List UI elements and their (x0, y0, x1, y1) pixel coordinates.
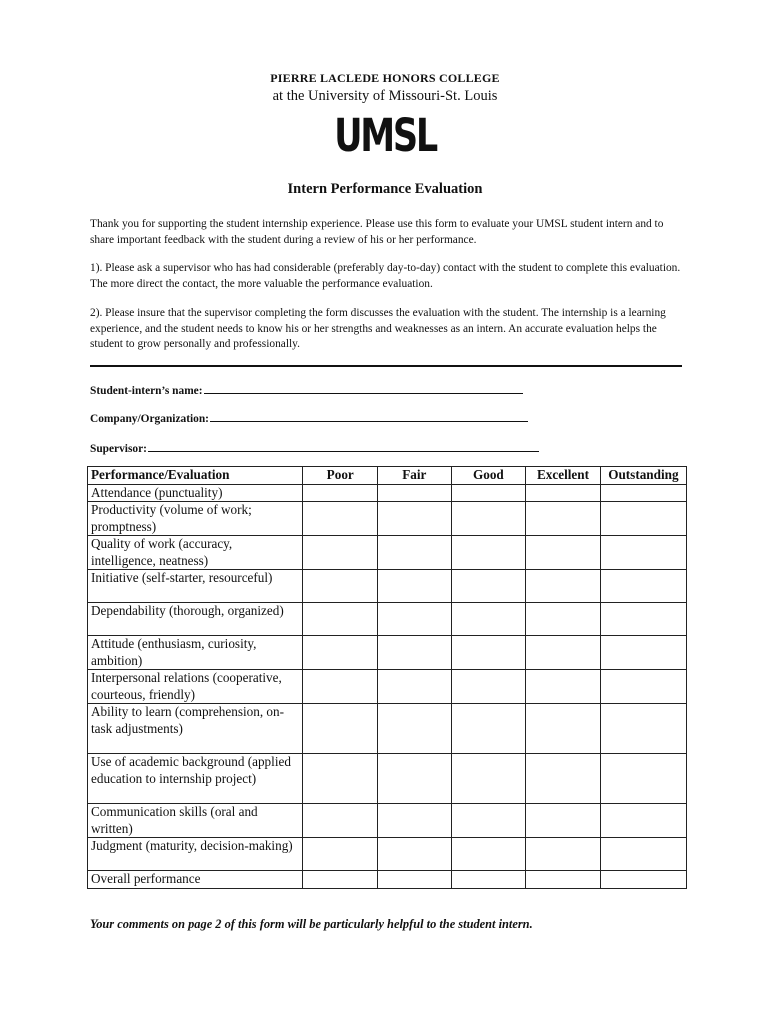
rating-cell-fair[interactable] (378, 502, 452, 536)
table-row (88, 603, 687, 636)
rating-cell-fair[interactable] (378, 603, 452, 636)
criterion-label: Ability to learn (comprehension, on-task adjustments) (88, 704, 303, 754)
student-name-label: Student-intern’s name: (90, 385, 203, 397)
student-name-field[interactable] (90, 382, 523, 397)
table-row (88, 670, 687, 704)
company-field[interactable] (90, 410, 528, 425)
table-row (88, 536, 687, 570)
header-fair: Fair (378, 467, 452, 485)
rating-cell-fair[interactable] (378, 636, 452, 670)
rating-cell-good[interactable] (451, 704, 526, 754)
university-name: at the University of Missouri-St. Louis (272, 88, 498, 104)
table-row (88, 754, 687, 804)
rating-cell-good[interactable] (451, 570, 526, 603)
college-name: PIERRE LACLEDE HONORS COLLEGE (270, 71, 500, 85)
table-row (88, 636, 687, 670)
rating-cell-excellent[interactable] (526, 570, 601, 603)
rating-cell-good[interactable] (451, 754, 526, 804)
rating-cell-poor[interactable] (303, 804, 378, 838)
criterion-label: Attitude (enthusiasm, curiosity, ambition) (88, 636, 303, 670)
rating-cell-good[interactable] (451, 670, 526, 704)
header-poor: Poor (303, 467, 378, 485)
company-line[interactable] (210, 410, 528, 422)
rating-cell-good[interactable] (451, 603, 526, 636)
rating-cell-fair[interactable] (378, 754, 452, 804)
rating-cell-excellent[interactable] (526, 484, 601, 502)
rating-cell-fair[interactable] (378, 704, 452, 754)
rating-cell-poor[interactable] (303, 754, 378, 804)
rating-cell-excellent[interactable] (526, 804, 601, 838)
rating-cell-outstanding[interactable] (600, 536, 686, 570)
rating-cell-outstanding[interactable] (600, 603, 686, 636)
header-criteria: Performance/Evaluation (88, 467, 303, 485)
criterion-label: Overall performance (88, 871, 303, 889)
footer-note: Your comments on page 2 of this form will be particularly helpful to the student intern. (90, 917, 533, 931)
rating-cell-outstanding[interactable] (600, 704, 686, 754)
rating-cell-excellent[interactable] (526, 704, 601, 754)
rating-cell-outstanding[interactable] (600, 754, 686, 804)
rating-cell-poor[interactable] (303, 704, 378, 754)
rating-cell-outstanding[interactable] (600, 484, 686, 502)
supervisor-line[interactable] (148, 440, 539, 452)
rating-cell-fair[interactable] (378, 484, 452, 502)
supervisor-field[interactable] (90, 440, 539, 455)
rating-cell-good[interactable] (451, 484, 526, 502)
rating-cell-outstanding[interactable] (600, 636, 686, 670)
rating-cell-excellent[interactable] (526, 838, 601, 871)
rating-cell-excellent[interactable] (526, 754, 601, 804)
rating-cell-fair[interactable] (378, 570, 452, 603)
table-row (88, 502, 687, 536)
rating-cell-outstanding[interactable] (600, 502, 686, 536)
instruction-2: 2). Please insure that the supervisor completing the form discusses the evaluation with the student. The internship is a learning experience, and the student needs to know his or her strengths and weaknesses as an intern. An accurate evaluation helps the student to grow personally and professionally. (90, 307, 666, 350)
header-good: Good (451, 467, 526, 485)
rating-cell-outstanding[interactable] (600, 871, 686, 889)
umsl-logo: UMSL (334, 109, 436, 162)
table-row (88, 570, 687, 603)
evaluation-table (87, 466, 687, 889)
rating-cell-poor[interactable] (303, 536, 378, 570)
rating-cell-outstanding[interactable] (600, 570, 686, 603)
table-row (88, 804, 687, 838)
rating-cell-fair[interactable] (378, 670, 452, 704)
rating-cell-fair[interactable] (378, 804, 452, 838)
section-divider (90, 365, 682, 367)
student-name-line[interactable] (204, 382, 523, 394)
intro-paragraph: Thank you for supporting the student internship experience. Please use this form to evaluate your UMSL student intern and to share important feedback with the student during a review of his or her performance. (90, 218, 664, 246)
table-header-row (88, 467, 687, 485)
rating-cell-good[interactable] (451, 536, 526, 570)
criterion-label: Use of academic background (applied education to internship project) (88, 754, 303, 804)
supervisor-label: Supervisor: (90, 443, 147, 455)
rating-cell-poor[interactable] (303, 670, 378, 704)
criterion-label: Judgment (maturity, decision-making) (88, 838, 303, 871)
rating-cell-poor[interactable] (303, 838, 378, 871)
rating-cell-outstanding[interactable] (600, 838, 686, 871)
rating-cell-excellent[interactable] (526, 871, 601, 889)
table-row (88, 871, 687, 889)
criterion-label: Dependability (thorough, organized) (88, 603, 303, 636)
form-title: Intern Performance Evaluation (287, 181, 483, 197)
criterion-label: Quality of work (accuracy, intelligence, neatness) (88, 536, 303, 570)
rating-cell-good[interactable] (451, 871, 526, 889)
instruction-1: 1). Please ask a supervisor who has had considerable (preferably day-to-day) contact with the student to complete this evaluation. The more direct the contact, the more valuable the performance evaluation. (90, 262, 681, 290)
criterion-label: Initiative (self-starter, resourceful) (88, 570, 303, 603)
criterion-label: Productivity (volume of work; promptness) (88, 502, 303, 536)
table-row (88, 838, 687, 871)
rating-cell-excellent[interactable] (526, 603, 601, 636)
rating-cell-excellent[interactable] (526, 670, 601, 704)
rating-cell-poor[interactable] (303, 871, 378, 889)
rating-cell-poor[interactable] (303, 502, 378, 536)
rating-cell-fair[interactable] (378, 536, 452, 570)
rating-cell-poor[interactable] (303, 636, 378, 670)
rating-cell-good[interactable] (451, 636, 526, 670)
rating-cell-good[interactable] (451, 804, 526, 838)
rating-cell-excellent[interactable] (526, 636, 601, 670)
rating-cell-fair[interactable] (378, 838, 452, 871)
company-label: Company/Organization: (90, 413, 209, 425)
table-row (88, 484, 687, 502)
rating-cell-excellent[interactable] (526, 502, 601, 536)
criterion-label: Attendance (punctuality) (88, 484, 303, 502)
criterion-label: Interpersonal relations (cooperative, courteous, friendly) (88, 670, 303, 704)
rating-cell-excellent[interactable] (526, 536, 601, 570)
rating-cell-outstanding[interactable] (600, 670, 686, 704)
rating-cell-fair[interactable] (378, 871, 452, 889)
table-row (88, 704, 687, 754)
criterion-label: Communication skills (oral and written) (88, 804, 303, 838)
header-outstanding: Outstanding (600, 467, 686, 485)
rating-cell-good[interactable] (451, 502, 526, 536)
rating-cell-poor[interactable] (303, 570, 378, 603)
header-excellent: Excellent (526, 467, 601, 485)
rating-cell-good[interactable] (451, 838, 526, 871)
rating-cell-poor[interactable] (303, 603, 378, 636)
rating-cell-outstanding[interactable] (600, 804, 686, 838)
rating-cell-poor[interactable] (303, 484, 378, 502)
